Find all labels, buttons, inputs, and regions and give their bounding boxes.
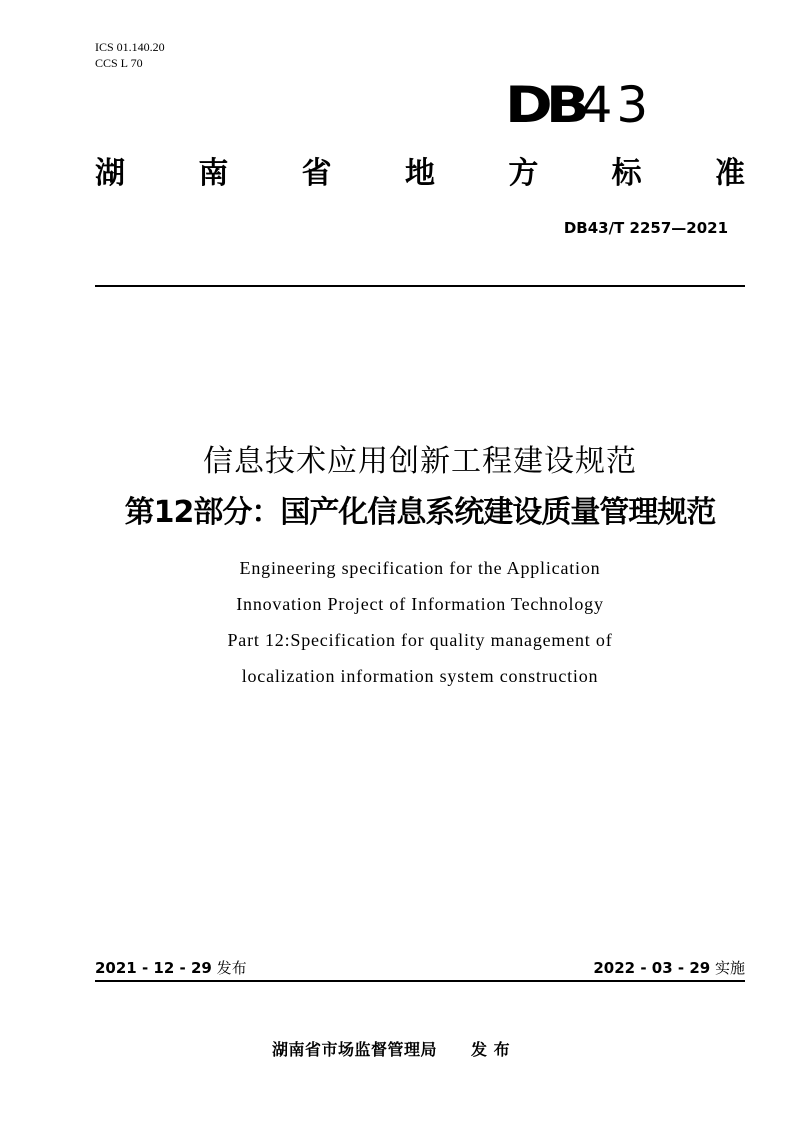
title-en-line2: Innovation Project of Information Technology bbox=[236, 594, 604, 614]
standard-type-char: 地 bbox=[404, 156, 435, 191]
standard-code: DB43/T 2257—2021 bbox=[563, 219, 728, 237]
db-logo bbox=[505, 70, 653, 134]
title-en bbox=[0, 556, 800, 700]
standard-type-char: 省 bbox=[301, 156, 332, 191]
issuer bbox=[272, 1037, 510, 1060]
date-row bbox=[95, 957, 745, 979]
title-en-line3: Part 12:Specification for quality management of bbox=[227, 630, 613, 650]
publish-date-block bbox=[95, 957, 247, 978]
publish-label: 发布 bbox=[216, 959, 247, 977]
classification-codes bbox=[95, 39, 165, 71]
standard-type-title bbox=[95, 148, 745, 192]
issuer-name: 湖南省市场监督管理局 bbox=[272, 1040, 438, 1059]
implement-date: 2022 - 03 - 29 bbox=[593, 959, 711, 977]
ccs-code: CCS L 70 bbox=[95, 56, 143, 70]
title-cn-line2: 第12部分：国产化信息系统建设质量管理规范 bbox=[124, 495, 716, 530]
standard-type-char: 标 bbox=[611, 156, 642, 191]
publish-date: 2021 - 12 - 29 bbox=[95, 959, 212, 977]
issuer-action: 发 布 bbox=[471, 1040, 511, 1059]
title-en-line4: localization information system construction bbox=[241, 666, 599, 686]
title-cn-line1: 信息技术应用创新工程建设规范 bbox=[203, 444, 637, 479]
db-logo-mark: DB bbox=[505, 76, 583, 134]
title-en-line1: Engineering specification for the Application bbox=[239, 558, 601, 578]
bottom-divider bbox=[95, 980, 745, 982]
standard-type-char: 南 bbox=[198, 156, 229, 191]
implement-date-block bbox=[593, 957, 745, 978]
ics-code: ICS 01.140.20 bbox=[95, 40, 165, 54]
top-divider bbox=[95, 285, 745, 287]
db-logo-number: 43 bbox=[580, 76, 653, 134]
implement-label: 实施 bbox=[714, 959, 745, 977]
standard-type-char: 湖 bbox=[95, 156, 125, 191]
standard-type-char: 准 bbox=[714, 156, 745, 191]
standard-type-char: 方 bbox=[508, 156, 539, 191]
